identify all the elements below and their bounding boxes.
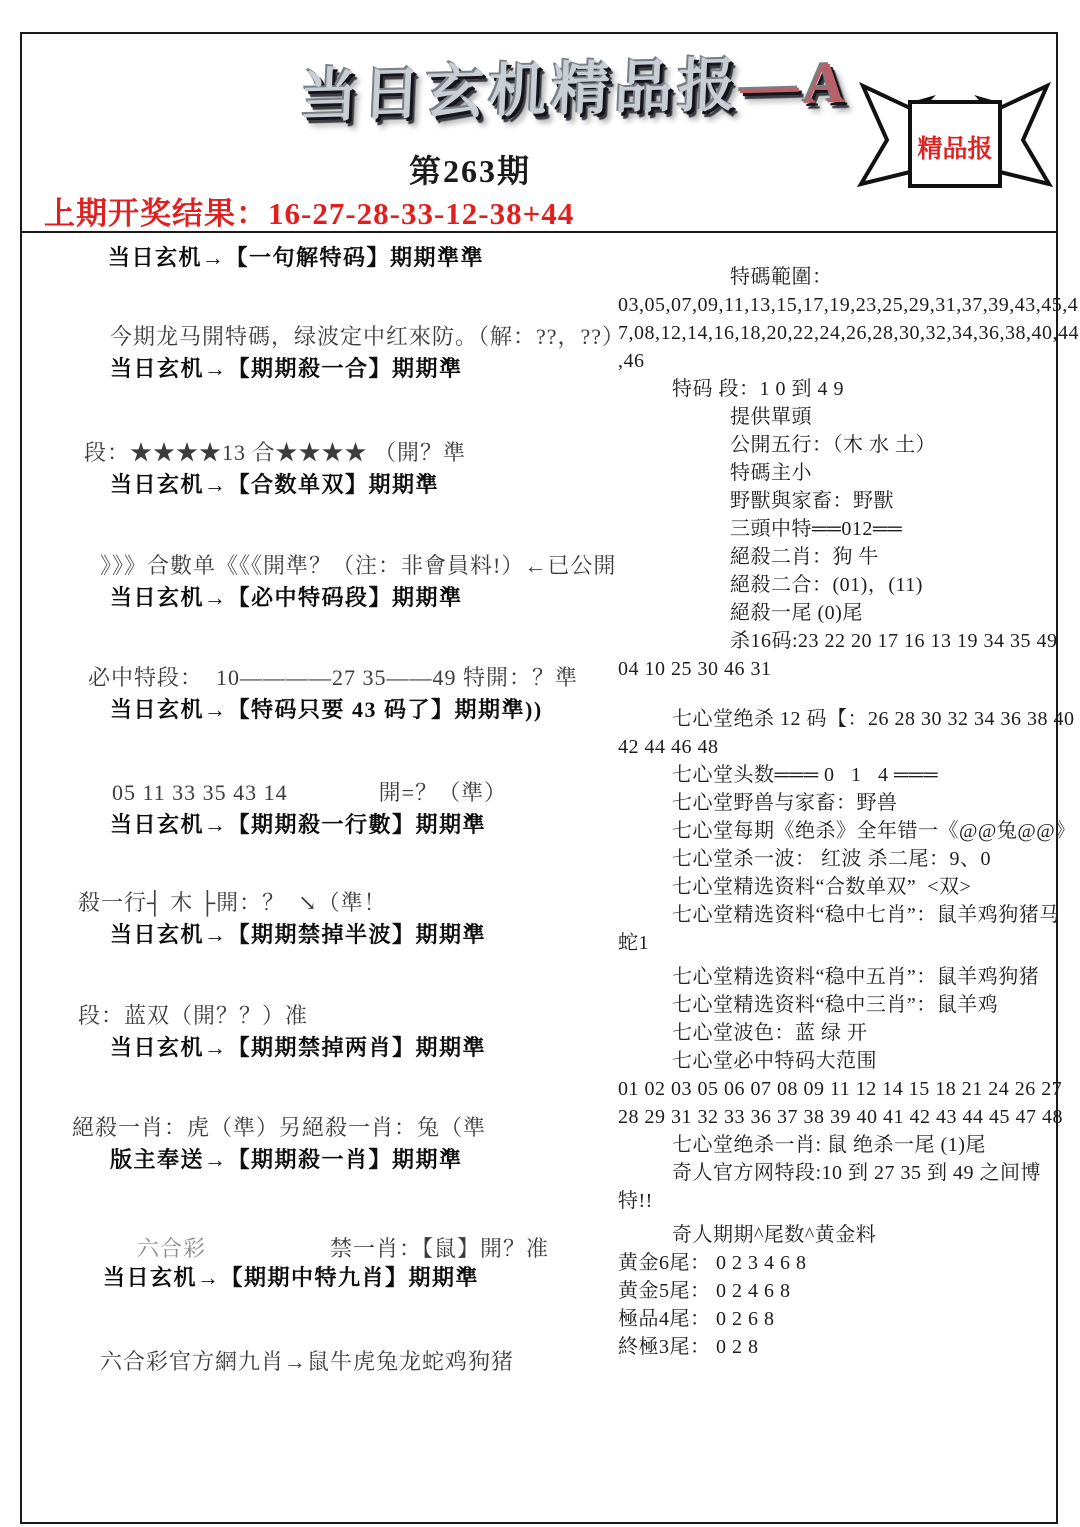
last-draw-result: 上期开奖结果：16-27-28-33-12-38+44 xyxy=(44,196,575,231)
right-column-line: 七心堂精选资料“稳中五肖”：鼠羊鸡狗猪 xyxy=(672,966,1040,988)
right-column-line: 42 44 46 48 xyxy=(618,736,719,758)
right-column-line: 三頭中特══012══ xyxy=(730,518,903,540)
tip-info-line: 今期龙马開特碼，绿波定中红來防。（解：??，??） xyxy=(110,324,626,349)
right-column-line: 七心堂必中特码大范围 xyxy=(672,1050,877,1072)
tip-info-line: 六合彩官方網九肖→鼠牛虎兔龙蛇鸡狗猪 xyxy=(100,1349,515,1374)
tip-info-line: 必中特段： 10————27 35——49 特開：？準 xyxy=(88,665,579,690)
tip-info-line: 段：★★★★13 合★★★★ （開？準 xyxy=(84,440,467,465)
right-column-line: 七心堂绝杀 12 码【：26 28 30 32 34 36 38 40 xyxy=(672,708,1075,730)
right-column-line: 杀16码:23 22 20 17 16 13 19 34 35 49 xyxy=(730,630,1058,652)
right-column-line: 奇人官方网特段:10 到 27 35 到 49 之间博 xyxy=(672,1162,1042,1184)
right-column-line: 七心堂波色：蓝 绿 开 xyxy=(672,1022,868,1044)
right-column-line: 01 02 03 05 06 07 08 09 11 12 14 15 18 21 24 26 27 xyxy=(618,1078,1063,1100)
right-column-line: 特碼範圍： xyxy=(730,266,833,288)
ribbon-banner-label: 精品报 xyxy=(917,136,993,163)
tip-main-line: 当日玄机→【期期禁掉半波】期期準 xyxy=(110,922,487,947)
tip-main-line: 当日玄机→【期期殺一合】期期準 xyxy=(110,356,463,381)
right-column-line: 公開五行：（木 水 土） xyxy=(730,434,936,456)
right-column-line: 奇人期期^尾数^黄金料 xyxy=(672,1224,877,1246)
right-column-line: 03,05,07,09,11,13,15,17,19,23,25,29,31,37,39,43,45,4 xyxy=(618,294,1079,316)
right-column xyxy=(592,263,1079,1361)
right-column-line: 野獸與家畜：野獸 xyxy=(730,490,894,512)
right-column-line: 黄金6尾： 0 2 3 4 6 8 xyxy=(618,1252,807,1274)
right-column-line: 黄金5尾： 0 2 4 6 8 xyxy=(618,1280,791,1302)
right-column-line: 絕殺一尾 (0)尾 xyxy=(730,602,863,624)
tip-info-line-faint: 六合彩 xyxy=(137,1236,207,1261)
right-column-line: 28 29 31 32 33 36 37 38 39 40 41 42 43 44 45 47 48 xyxy=(618,1106,1063,1128)
right-column-line: 蛇1 xyxy=(618,932,649,954)
right-column-line: 七心堂杀一波： 红波 杀二尾：9、0 xyxy=(672,848,991,870)
right-column-line: 七心堂精选资料“稳中七肖”：鼠羊鸡狗猪马 xyxy=(672,904,1060,926)
issue-number: 第263期 xyxy=(408,153,531,189)
right-column-line: 七心堂野兽与家畜：野兽 xyxy=(672,792,898,814)
tip-info-line: 殺一行┤ 木 ├開：？ ↘（準！ xyxy=(78,890,387,915)
right-column-line: 七心堂精选资料“稳中三肖”：鼠羊鸡 xyxy=(672,994,999,1016)
tip-main-line: 当日玄机→【期期中特九肖】期期準 xyxy=(103,1265,480,1290)
right-column-line: 極品4尾： 0 2 6 8 xyxy=(618,1308,775,1330)
right-column-line: 絕殺二肖：狗 牛 xyxy=(730,546,879,568)
right-column-line: 04 10 25 30 46 31 xyxy=(618,658,772,680)
right-column-line: 終極3尾： 0 2 8 xyxy=(618,1336,759,1358)
tip-main-line: 当日玄机→【一句解特码】期期準準 xyxy=(108,245,485,270)
tip-info-line: 段：蓝双（開？？）准 xyxy=(78,1003,309,1028)
tip-main-line: 当日玄机→【期期禁掉两肖】期期準 xyxy=(110,1035,487,1060)
tip-main-line: 当日玄机→【期期殺一行數】期期準 xyxy=(110,812,487,837)
tip-info-line: 禁一肖：【鼠】開？准 xyxy=(330,1236,550,1261)
tip-main-line: 当日玄机→【特码只要 43 码了】期期準)) xyxy=(110,697,543,722)
right-column-line: 特碼主小 xyxy=(730,462,812,484)
masthead-title xyxy=(298,35,852,134)
tip-main-line: 当日玄机→【合数单双】期期準 xyxy=(110,472,440,497)
ribbon-banner-icon xyxy=(853,56,1068,246)
masthead-title-main: 当日玄机精品报 xyxy=(298,52,743,130)
right-column-line: 特码 段：1 0 到 4 9 xyxy=(672,378,844,400)
right-column-line: 提供單頭 xyxy=(730,406,812,428)
masthead-title-suffix: —A xyxy=(739,49,852,118)
right-column-line: 絕殺二合：(01)，(11) xyxy=(730,574,923,596)
right-column-line: 七心堂每期《绝杀》全年错一《@@兔@@》 xyxy=(672,820,1076,842)
tip-main-line: 版主奉送→【期期殺一肖】期期準 xyxy=(110,1147,463,1172)
tip-info-line: 絕殺一肖：虎（準）另絕殺一肖：兔（準 xyxy=(72,1115,487,1140)
right-column-line: 七心堂头数═══ 0 1 4 ═══ xyxy=(672,764,939,786)
tip-main-line: 当日玄机→【必中特码段】期期準 xyxy=(110,585,463,610)
right-column-line: 7,08,12,14,16,18,20,22,24,26,28,30,32,34,36,38,40,44 xyxy=(618,322,1079,344)
right-column-line: ,46 xyxy=(618,350,645,372)
right-column-line: 七心堂绝杀一肖: 鼠 绝杀一尾 (1)尾 xyxy=(672,1134,986,1156)
right-column-line: 七心堂精选资料“合数单双” <双> xyxy=(672,876,972,898)
tip-info-line: 》》》合數单《《《開準？（注：非會員料!）←已公開 xyxy=(100,553,617,578)
tip-info-line: 05 11 33 35 43 14 開=？（準） xyxy=(112,780,508,805)
right-column-line: 特!! xyxy=(618,1190,653,1212)
